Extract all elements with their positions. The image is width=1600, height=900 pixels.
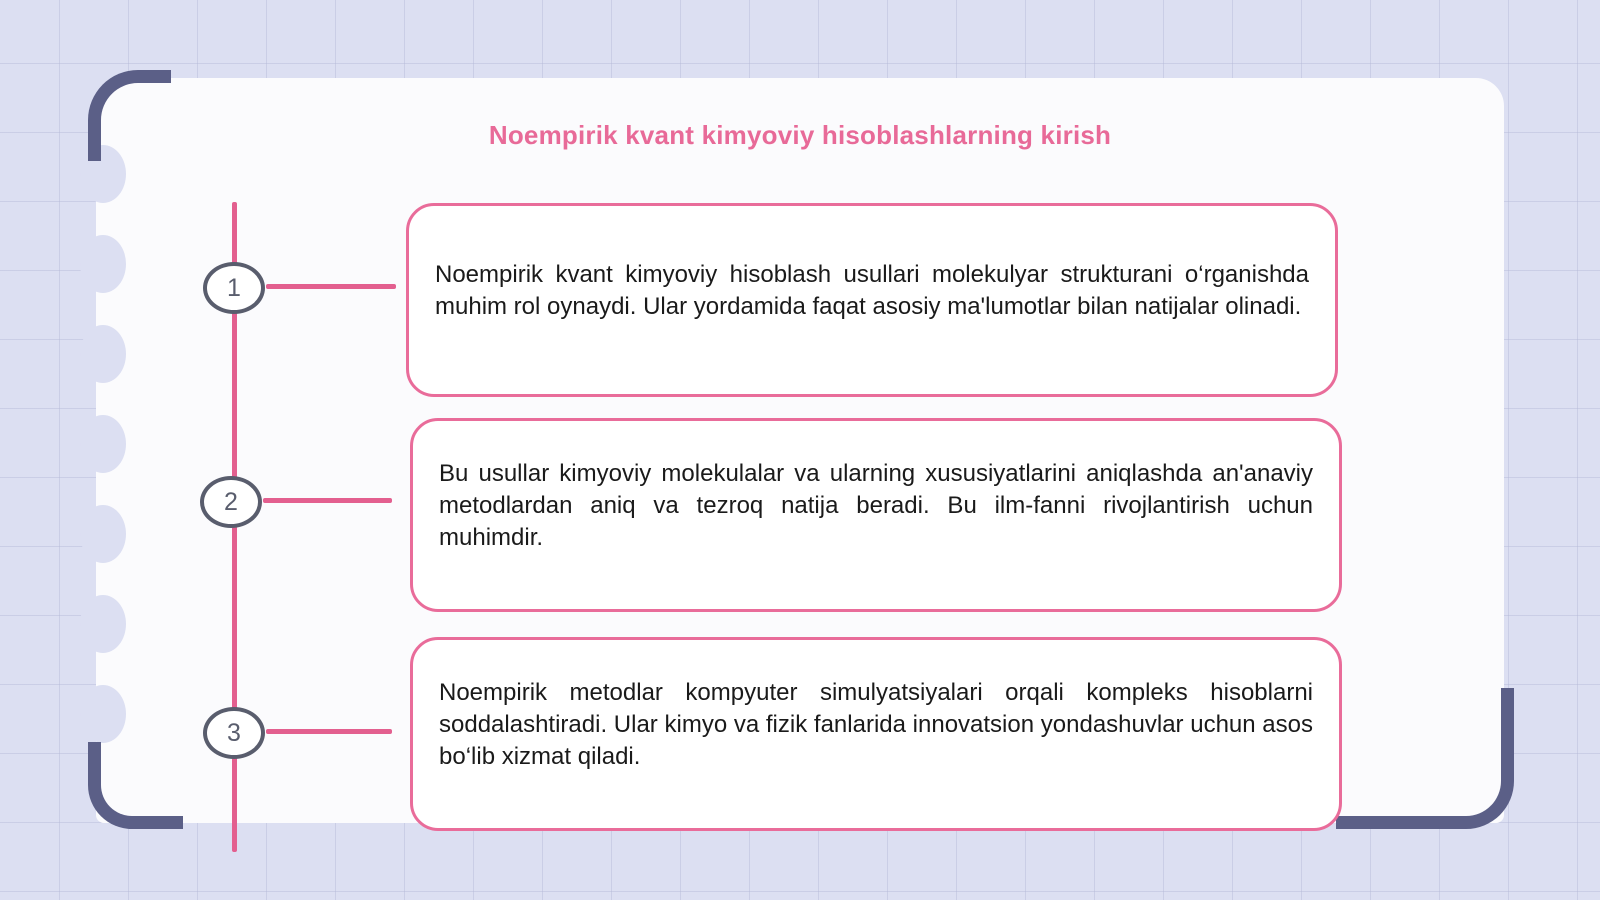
paper-scallop: [80, 595, 126, 653]
paper-scallop: [80, 505, 126, 563]
paper-scallop: [80, 415, 126, 473]
timeline-connector-2: [263, 498, 392, 503]
timeline-connector-3: [266, 729, 392, 734]
corner-bracket-bottom-left: [88, 742, 183, 829]
paper-scallop: [80, 325, 126, 383]
paper-scallop: [80, 235, 126, 293]
corner-bracket-bottom-right: [1336, 688, 1514, 829]
paper-scallop: [80, 685, 126, 743]
step-card-text-1: Noempirik kvant kimyoviy hisoblash usullari molekulyar strukturani o‘rganishda muhim rol oynaydi. Ular yordamida faqat asosiy ma'lumotlar bilan natijalar olinadi.: [435, 261, 1309, 320]
step-card-text-2: Bu usullar kimyoviy molekulalar va ularning xususiyatlarini aniqlashda an'anaviy metodlardan aniq va tezroq natija beradi. Bu ilm-fanni rivojlantirish uchun muhimdir.: [439, 460, 1313, 551]
slide-title: Noempirik kvant kimyoviy hisoblashlarning kirish: [488, 120, 1112, 150]
timeline-connector-1: [266, 284, 396, 289]
step-number-badge-3: 3: [203, 707, 265, 759]
step-card-text-3: Noempirik metodlar kompyuter simulyatsiyalari orqali kompleks hisoblarni soddalashtiradi. Ular kimyo va fizik fanlarida innovatsion yondashuvlar uchun asos bo‘lib xizmat qiladi.: [439, 679, 1313, 770]
step-card-1: [406, 203, 1338, 397]
step-number-badge-2: 2: [200, 476, 262, 528]
step-card-2: [410, 418, 1342, 612]
step-card-3: [410, 637, 1342, 831]
step-number-badge-1: 1: [203, 262, 265, 314]
corner-bracket-top-left: [88, 70, 171, 161]
